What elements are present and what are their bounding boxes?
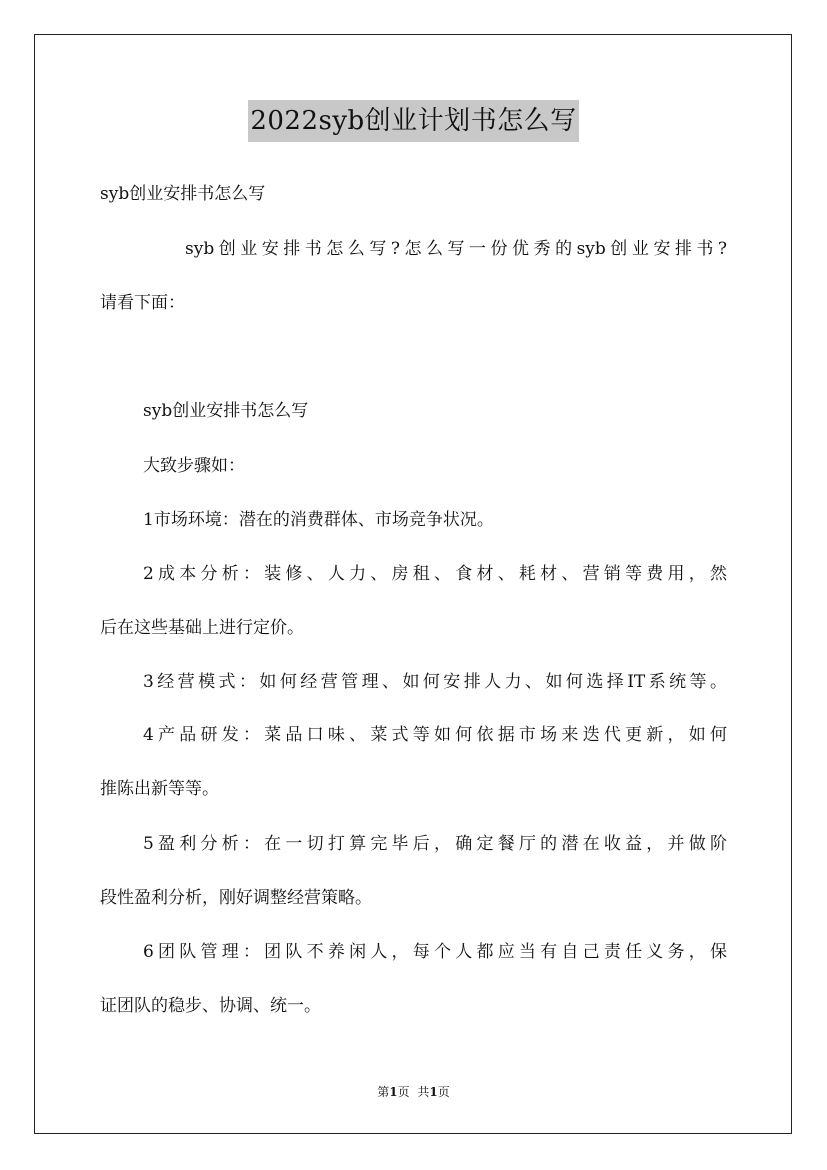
footer-total-label-2: 页 (437, 1085, 450, 1099)
steps-intro: 大致步骤如： (143, 456, 245, 476)
item-5-line-2: 段性盈利分析，刚好调整经营策略。 (100, 888, 372, 908)
item-2-line-1: 2成本分析：装修、人力、房租、食材、耗材、营销等费用，然 (143, 564, 727, 584)
footer-page-label-1: 第 (377, 1085, 390, 1099)
item-4-line-1: 4产品研发：菜品口味、菜式等如何依据市场来迭代更新，如何 (143, 725, 727, 745)
item-2-line-2: 后在这些基础上进行定价。 (100, 618, 304, 638)
item-4-line-2: 推陈出新等等。 (100, 779, 219, 799)
footer-total-number: 1 (429, 1085, 438, 1099)
page-footer (0, 1083, 827, 1101)
item-5-line-1: 5盈利分析：在一切打算完毕后，确定餐厅的潜在收益，并做阶 (143, 834, 727, 854)
footer-total-label-1: 共 (417, 1085, 430, 1099)
item-3: 3经营模式：如何经营管理、如何安排人力、如何选择IT系统等。 (143, 672, 727, 692)
item-6-line-2: 证团队的稳步、协调、统一。 (100, 996, 321, 1016)
document-title: 2022syb创业计划书怎么写 (248, 100, 578, 142)
item-1: 1市场环境：潜在的消费群体、市场竞争状况。 (143, 510, 494, 530)
title-container (0, 100, 827, 142)
subtitle: syb创业安排书怎么写 (100, 184, 266, 204)
footer-page-number: 1 (389, 1085, 398, 1099)
footer-page-label-2: 页 (397, 1085, 410, 1099)
intro-line-2: 请看下面： (100, 293, 185, 313)
item-6-line-1: 6团队管理：团队不养闲人，每个人都应当有自己责任义务，保 (143, 942, 727, 962)
section-heading: syb创业安排书怎么写 (143, 401, 309, 421)
intro-line-1: syb创业安排书怎么写?怎么写一份优秀的syb创业安排书? (185, 239, 727, 259)
